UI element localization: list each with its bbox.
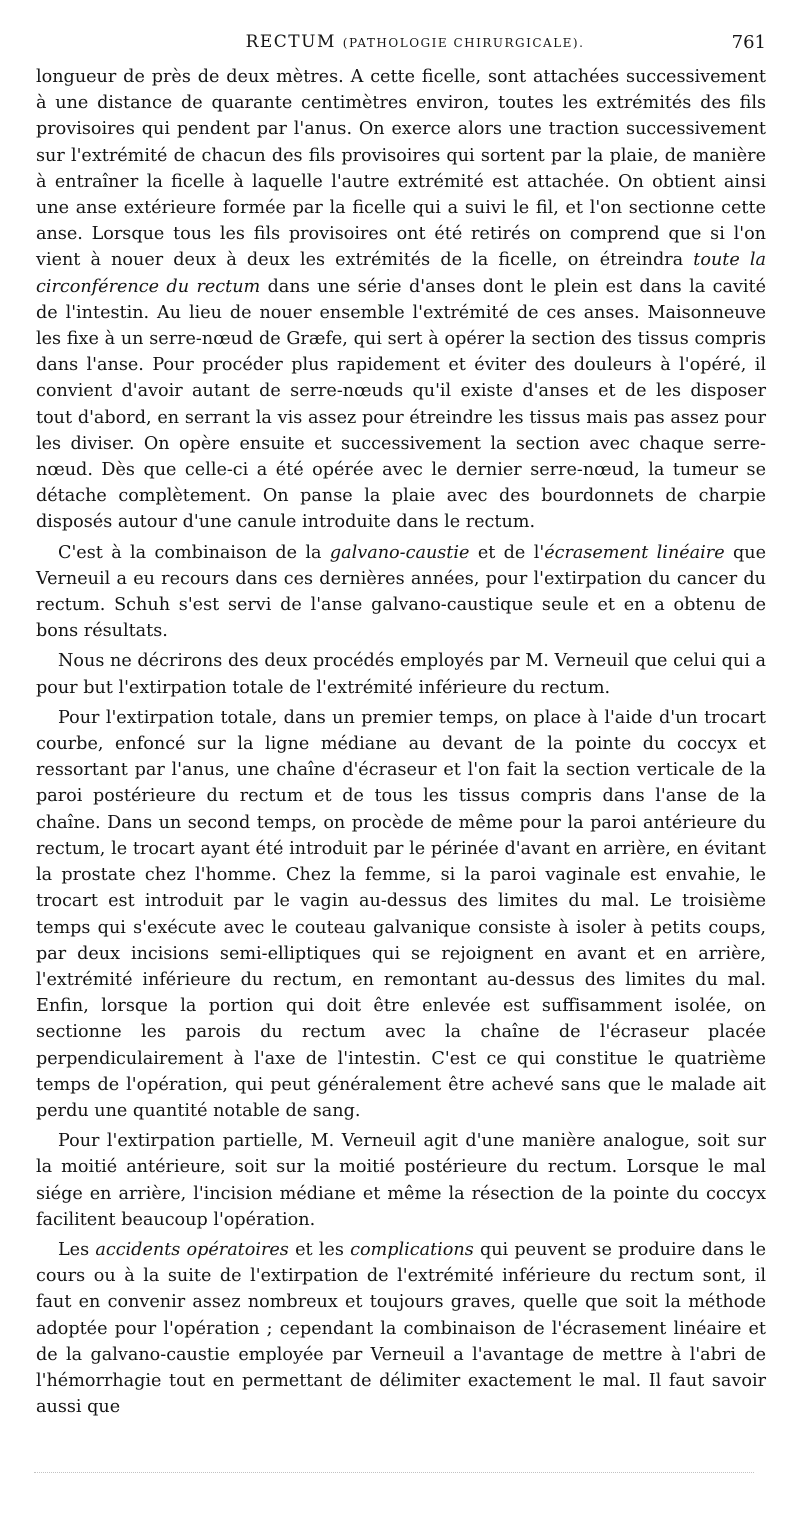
paragraph-2-text-c: que Verneuil a eu recours dans ces dernières années, pour l'extirpation du cancer du rectum. Schuh s'est servi de l'anse galvano-caustique seule et en a obtenu de bons résultats. bbox=[36, 542, 767, 642]
paragraph-1 bbox=[36, 64, 766, 536]
paragraph-6 bbox=[36, 1237, 766, 1420]
running-head bbox=[34, 32, 766, 52]
running-head-subtitle: (PATHOLOGIE CHIRURGICALE). bbox=[342, 36, 585, 50]
paragraph-2-text-a: C'est à la combinaison de la bbox=[58, 542, 322, 563]
paragraph-2 bbox=[36, 540, 766, 645]
body-text bbox=[36, 64, 766, 1424]
page-number: 761 bbox=[731, 32, 766, 53]
paragraph-3: Nous ne décrirons des deux procédés employés par M. Verneuil que celui qui a pour but l'extirpation totale de l'extrémité inférieure du rectum. bbox=[36, 651, 766, 698]
running-head-title: RECTUM bbox=[245, 32, 336, 52]
paragraph-6-text-a: Les bbox=[58, 1239, 90, 1260]
paragraph-2-text-b: et de l' bbox=[477, 542, 545, 563]
paragraph-6-text-c: qui peuvent se produire dans le cours ou à la suite de l'extirpation de l'extrémité inférieure du rectum sont, il faut en convenir assez nombreux et toujours graves, quelle que soit la méthode adoptée pour l'opération ; cependant la combinaison de l'écrasement linéaire et de la galvano-caustie employée par Verneuil a l'avantage de mettre à l'abri de l'hémorrhagie tout en permettant de délimiter exactement le mal. Il faut savoir aussi que bbox=[36, 1239, 767, 1418]
paragraph-4: Pour l'extirpation totale, dans un premier temps, on place à l'aide d'un trocart courbe, enfoncé sur la ligne médiane au devant de la pointe du coccyx et ressortant par l'anus, une chaîne d'écraseur et l'on fait la section verticale de la paroi postérieure du rectum et de tous les tissus compris dans l'anse de la chaîne. Dans un second temps, on procède de même pour la paroi antérieure du rectum, le trocart ayant été introduit par le périnée d'avant en arrière, en évitant la prostate chez l'homme. Chez la femme, si la paroi vaginale est envahie, le trocart est introduit par le vagin au-dessus des limites du mal. Le troisième temps qui s'exécute avec le couteau galvanique consiste à isoler à petits coups, par deux incisions semi-elliptiques qui se rejoignent en avant et en arrière, l'extrémité inférieure du rectum, en remontant au-dessus des limites du mal. Enfin, lorsque la portion qui doit être enlevée est suffisamment isolée, on sectionne les parois du rectum avec la chaîne de l'écraseur placée perpendiculairement à l'axe de l'intestin. C'est ce qui constitue le quatrième temps de l'opération, qui peut généralement être achevé sans que le malade ait perdu une quantité notable de sang. bbox=[36, 707, 766, 1121]
paragraph-2-italic-1: galvano-caustie bbox=[329, 542, 470, 563]
paragraph-1-italic: toute la circonférence du rectum bbox=[36, 250, 767, 297]
bleed-through-line bbox=[34, 1472, 754, 1475]
paragraph-5: Pour l'extirpation partielle, M. Verneuil agit d'une manière analogue, soit sur la moitié antérieure, soit sur la moitié postérieure du rectum. Lorsque le mal siége en arrière, l'incision médiane et même la résection de la pointe du coccyx facilitent beaucoup l'opération. bbox=[36, 1131, 766, 1230]
paragraph-2-italic-2: écrasement linéaire bbox=[544, 542, 725, 563]
paragraph-1-text: longueur de près de deux mètres. A cette ficelle, sont attachées successivement à une distance de quarante centimètres environ, toutes les extrémités des fils provisoires qui pendent par l'anus. On exerce alors une traction successivement sur l'extrémité de chacun des fils provisoires qui sortent par la plaie, de manière à entraîner la ficelle à laquelle l'autre extrémité est attachée. On obtient ainsi une anse extérieure formée par la ficelle qui a suivi le fil, et l'on sectionne cette anse. Lorsque tous les fils provisoires ont été retirés on comprend que si l'on vient à nouer deux à deux les extrémités de la ficelle, on étreindra bbox=[36, 67, 766, 271]
paragraph-6-italic-1: accidents opératoires bbox=[95, 1239, 289, 1260]
page-header bbox=[34, 26, 766, 56]
paragraph-6-italic-2: complications bbox=[350, 1239, 474, 1260]
paragraph-1-end: dans une série d'anses dont le plein est dans la cavité de l'intestin. Au lieu de nouer ensemble l'extrémité de ces anses. Maisonneuve les fixe à un serre-nœud de Græfe, qui sert à opérer la section des tissus compris dans l'anse. Pour procéder plus rapidement et éviter des douleurs à l'opéré, il convient d'avoir autant de serre-nœuds qu'il existe d'anses et de les disposer tout d'abord, en serrant la vis assez pour étreindre les tissus mais pas assez pour les diviser. On opère ensuite et successivement la section avec chaque serre-nœud. Dès que celle-ci a été opérée avec le dernier serre-nœud, la tumeur se détache complètement. On panse la plaie avec des bourdonnets de charpie disposés autour d'une canule introduite dans le rectum. bbox=[36, 276, 766, 533]
paragraph-6-text-b: et les bbox=[295, 1239, 344, 1260]
